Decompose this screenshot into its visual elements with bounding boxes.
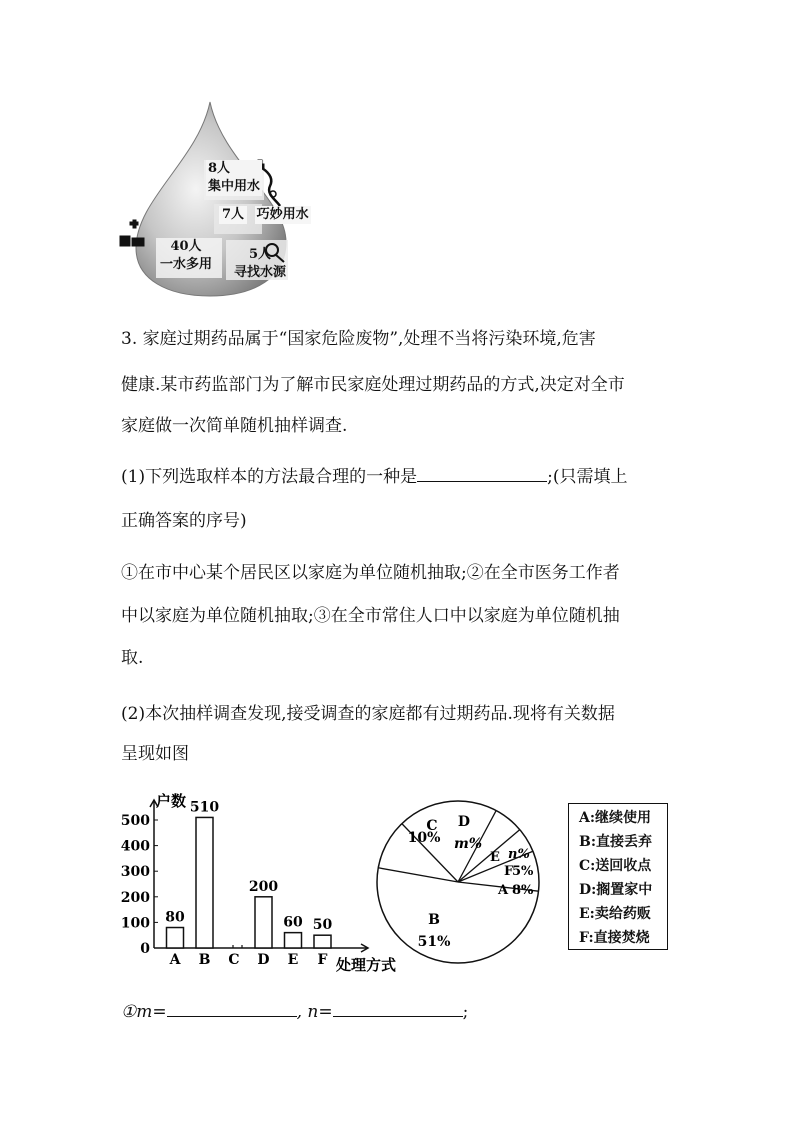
drop-count: 5人 bbox=[248, 247, 272, 262]
answer-m-label: ①m= bbox=[121, 1002, 167, 1022]
answer-n-blank[interactable] bbox=[333, 1000, 463, 1017]
drop-text: 一水多用 bbox=[160, 257, 213, 272]
bar-d bbox=[255, 897, 272, 948]
question-intro-line-3: 家庭做一次简单随机抽样调查. bbox=[121, 416, 348, 436]
x-tick-label: D bbox=[257, 952, 270, 968]
legend-item-f: F:直接焚烧 bbox=[579, 930, 650, 946]
pie-label-f: F bbox=[504, 864, 514, 879]
x-tick-label: C bbox=[228, 952, 240, 968]
drop-count: 8人 bbox=[208, 161, 231, 176]
pie-label-e: E bbox=[490, 850, 500, 865]
legend-item-c: C:送回收点 bbox=[579, 858, 652, 874]
x-tick-label: E bbox=[287, 952, 299, 968]
x-tick-label: A bbox=[169, 952, 181, 968]
drop-text: 集中用水 bbox=[208, 179, 261, 194]
question-intro-line-2: 健康.某市药监部门为了解市民家庭处理过期药品的方式,决定对全市 bbox=[121, 375, 625, 395]
pie-value-c: 10% bbox=[407, 830, 441, 846]
y-tick-label: 400 bbox=[120, 838, 150, 855]
options-line-3: 取. bbox=[121, 648, 144, 668]
pie-label-d: D bbox=[457, 814, 471, 830]
part2-line-1: (2)本次抽样调查发现,接受调查的家庭都有过期药品.现将有关数据 bbox=[121, 704, 615, 724]
pie-label-b: B bbox=[428, 912, 440, 928]
y-tick-label: 0 bbox=[140, 941, 150, 957]
chart-legend bbox=[568, 803, 668, 950]
drop-count: 40人 bbox=[170, 239, 202, 254]
legend-item-d: D:搁置家中 bbox=[579, 882, 653, 898]
x-tick-label: B bbox=[198, 952, 211, 968]
pie-chart bbox=[372, 796, 544, 968]
part1-text: (1)下列选取样本的方法最合理的一种是 bbox=[121, 467, 418, 487]
part1-line-2: 正确答案的序号) bbox=[121, 511, 247, 531]
y-tick-label: 500 bbox=[120, 813, 150, 829]
legend-item-e: E:卖给药贩 bbox=[579, 906, 651, 922]
bar-e bbox=[285, 933, 302, 948]
bar-b bbox=[196, 817, 213, 948]
pie-label-c: C bbox=[426, 818, 438, 834]
bar-a bbox=[167, 928, 184, 948]
drop-label-8 bbox=[206, 160, 262, 196]
drop-label-7 bbox=[219, 206, 311, 224]
answer-line bbox=[121, 1000, 468, 1023]
pie-value-a: 8% bbox=[512, 883, 534, 898]
options-line-2: 中以家庭为单位随机抽取;③在全市常住人口中以家庭为单位随机抽 bbox=[121, 606, 620, 626]
part2-line-2: 呈现如图 bbox=[121, 744, 189, 764]
y-axis-label: 户数 bbox=[156, 792, 187, 810]
pie-label-a: A bbox=[498, 883, 509, 898]
y-tick-label: 100 bbox=[120, 915, 150, 932]
answer-blank-1[interactable] bbox=[417, 465, 547, 482]
answer-n-label: , n= bbox=[296, 1002, 333, 1022]
data-label: 510 bbox=[189, 799, 220, 816]
part1-tail: ;(只需填上 bbox=[547, 467, 628, 487]
pie-value-f: 5% bbox=[512, 864, 534, 879]
question-intro-line-1: 3. 家庭过期药品属于“国家危险废物”,处理不当将污染环境,危害 bbox=[121, 329, 596, 349]
pie-value-d: m% bbox=[453, 836, 483, 852]
answer-end: ; bbox=[462, 1002, 469, 1022]
drop-label-5 bbox=[234, 246, 286, 282]
answer-m-blank[interactable] bbox=[167, 1000, 297, 1017]
drop-label-40 bbox=[160, 238, 212, 274]
x-tick-label: F bbox=[317, 952, 328, 968]
part1-line-1 bbox=[121, 465, 627, 488]
drop-count: 7人 bbox=[219, 206, 247, 224]
y-tick-label: 300 bbox=[120, 864, 150, 881]
legend-item-a: A:继续使用 bbox=[579, 810, 652, 826]
data-label: 200 bbox=[248, 878, 279, 895]
y-tick-label: 200 bbox=[120, 889, 150, 906]
data-label: 50 bbox=[312, 917, 333, 934]
pie-value-e: n% bbox=[508, 847, 530, 862]
data-label: 80 bbox=[165, 909, 185, 926]
drop-text: 巧妙用水 bbox=[256, 207, 309, 222]
legend-item-b: B:直接丢弃 bbox=[579, 834, 653, 850]
pie-value-b: 51% bbox=[417, 934, 451, 950]
bar-f bbox=[314, 935, 331, 948]
drop-text: 寻找水源 bbox=[234, 265, 287, 280]
data-label: 60 bbox=[283, 914, 303, 931]
options-line-1: ①在市中心某个居民区以家庭为单位随机抽取;②在全市医务工作者 bbox=[121, 563, 620, 583]
x-axis-label: 处理方式 bbox=[336, 956, 397, 974]
